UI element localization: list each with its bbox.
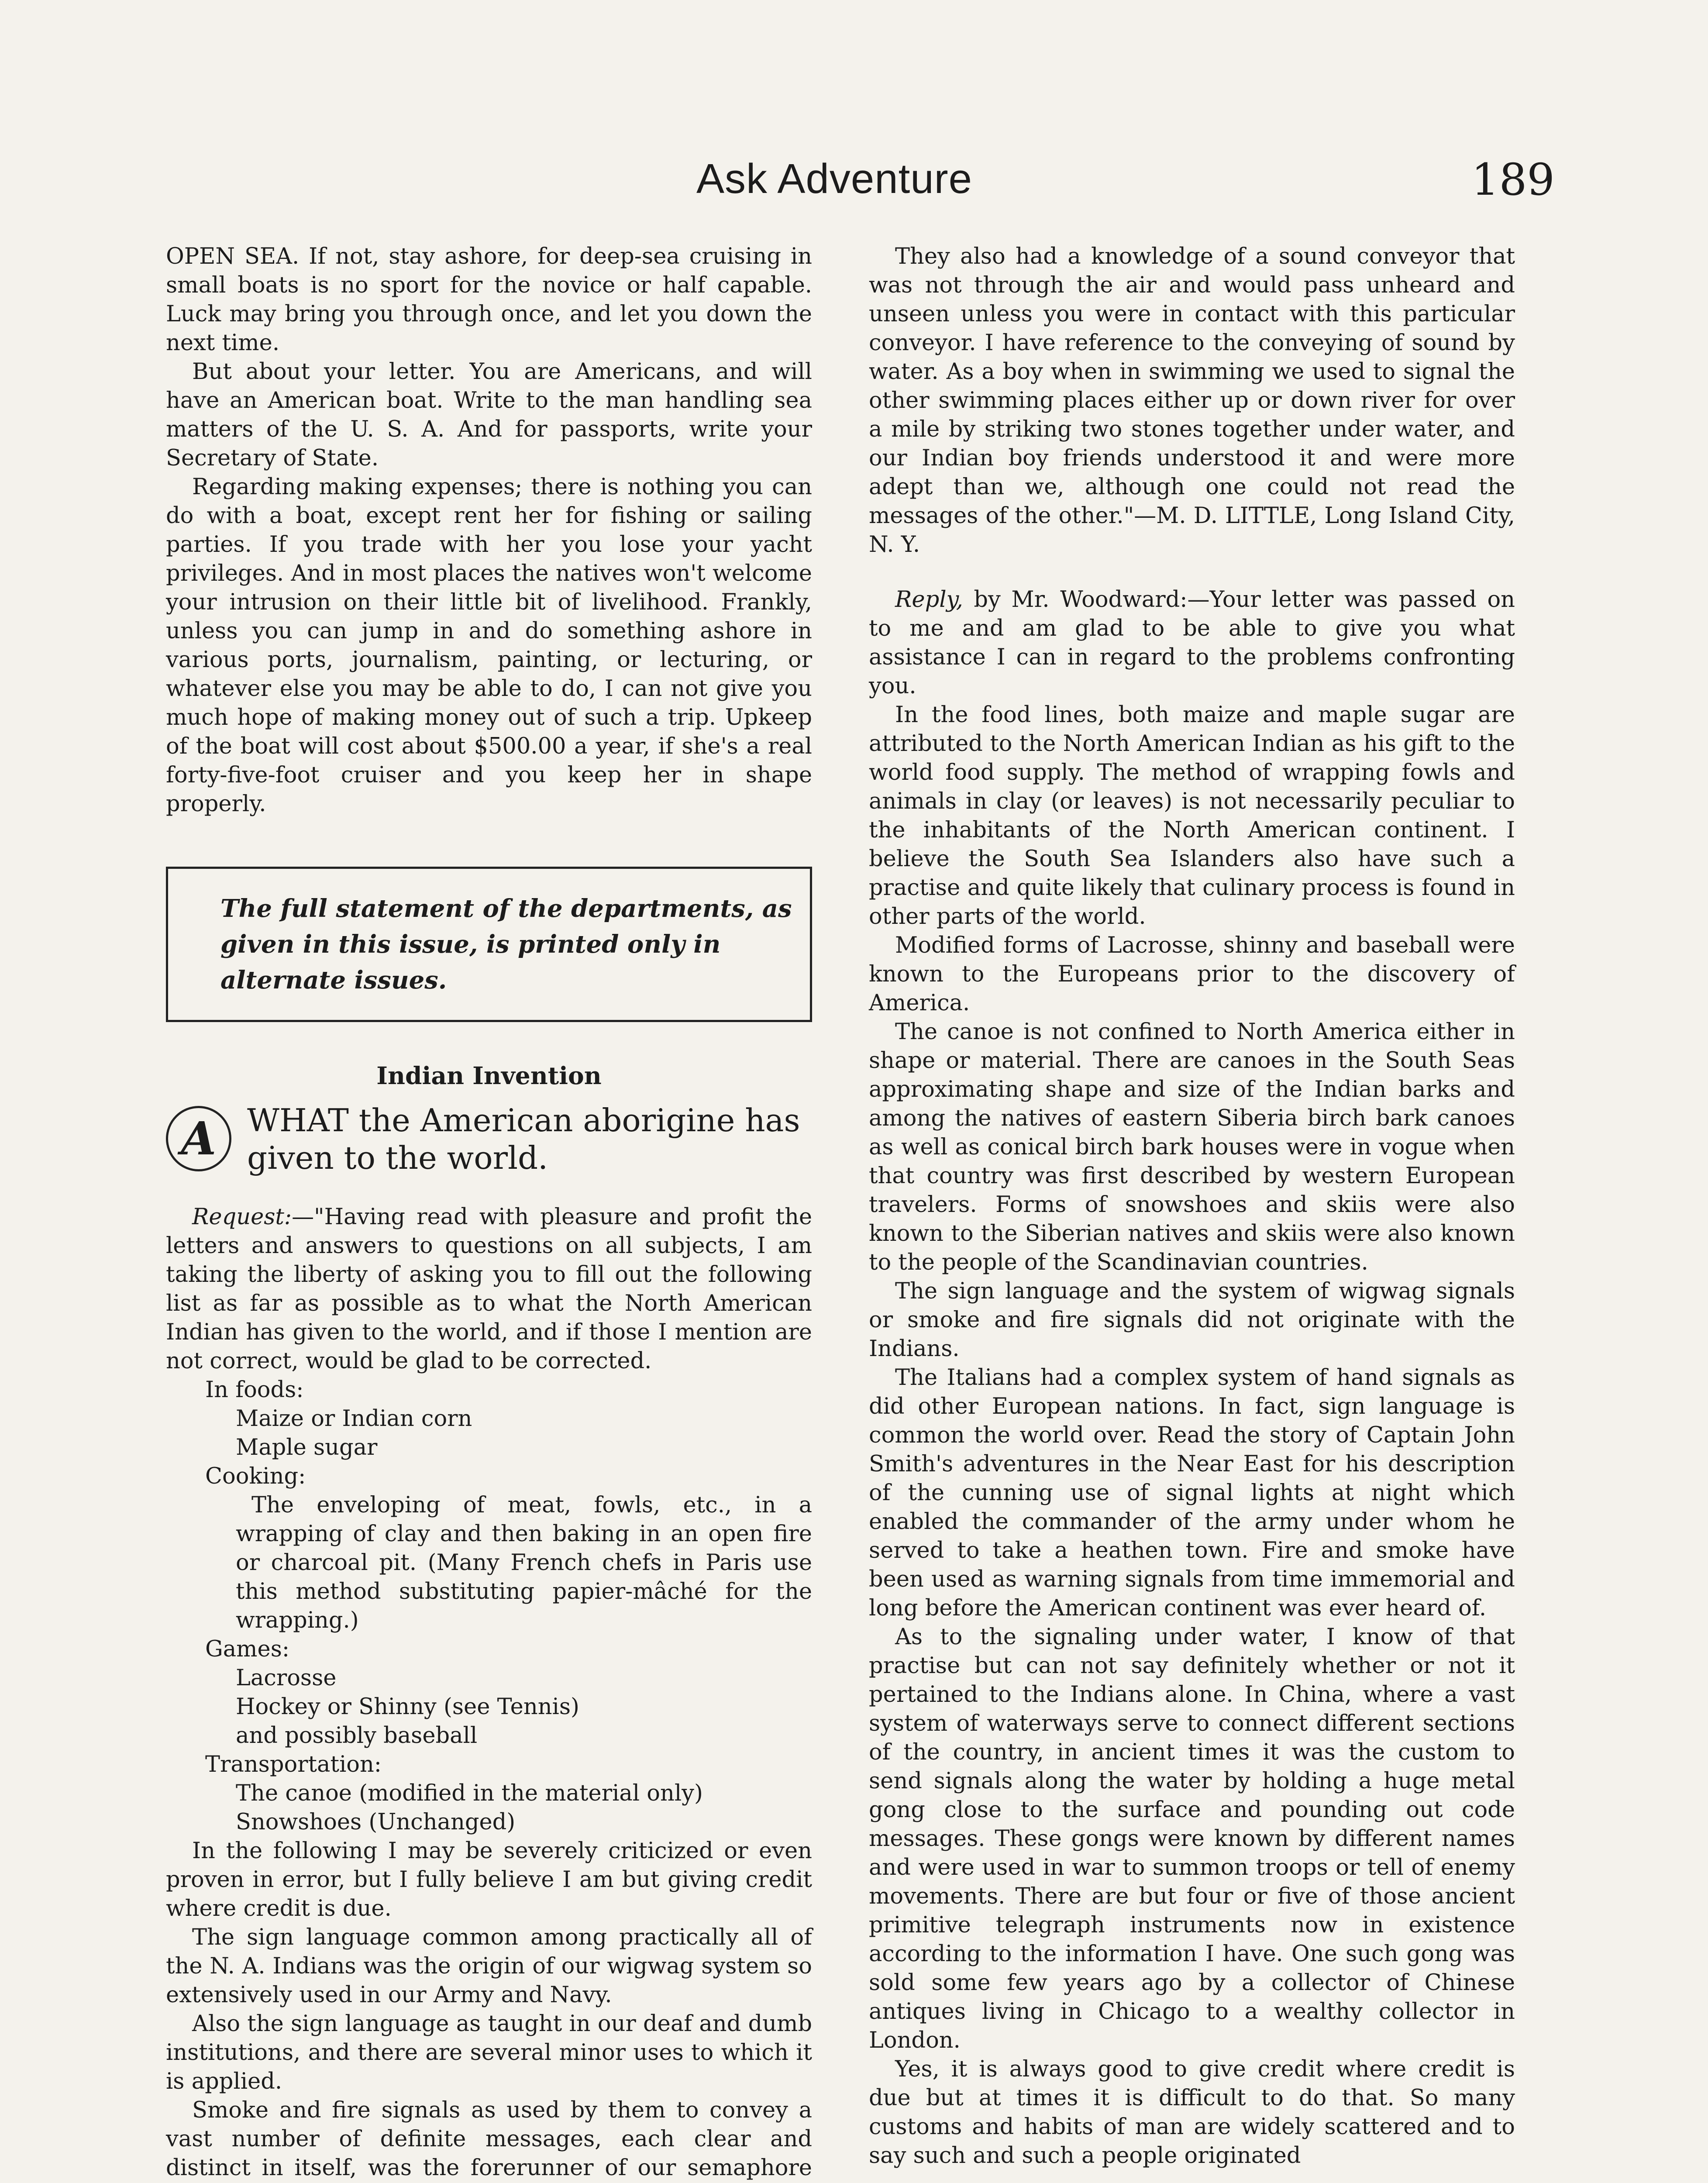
body-paragraph: They also had a knowledge of a sound conveyor that was not through the air and would pass unheard and unseen unless you were in contact with this particular conveyor. I have reference to the conveying of sound by water. As a boy when in swimming we used to signal the other swimming places either up or down river for over a mile by striking two stones together under water, and our Indian boy friends understood it and were more adept than we, although one could not read the messages of the other."—M. D. LITTLE, Long Island City, N. Y. [869,244,1515,558]
body-paragraph: The Italians had a complex system of hand signals as did other European nations. In fact, sign language is common the world over. Read the story of Captain John Smith's adventures in the Near East for his description of the cunning use of signal lights at night which enabled the commander of the army under whom he served to take a heathen town. Fire and smoke have been used as warning signals from time immemorial and long before the American continent was ever heard of. [869,1365,1515,1621]
left-column [166,242,812,2183]
body-paragraph: The sign language common among practically all of the N. A. Indians was the origin of our wigwag system so extensively used in our Army and Navy. [166,1925,812,2008]
body-paragraph: The sign language and the system of wigwag signals or smoke and fire signals did not originate with the Indians. [869,1278,1515,1362]
body-paragraph: As to the signaling under water, I know of that practise but can not say definitely whether or not it pertained to the Indians alone. In China, where a vast system of waterways serve to connect different sections of the country, in ancient times it was the custom to send signals along the water by holding a huge metal gong close to the surface and pounding out code messages. These gongs were known by different names and were used in war to summon troops or tell of enemy movements. There are but four or five of those ancient primitive telegraph instruments now in existence according to the information I have. One such gong was sold some few years ago by a collector of Chinese antiques living in Chicago to a wealthy collector in London. [869,1624,1515,2053]
body-paragraph: Modified forms of Lacrosse, shinny and baseball were known to the Europeans prior to the discovery of America. [869,933,1515,1016]
lead-text: WHAT the American aborigine has given to the world. [247,1102,800,1176]
right-column [869,242,1515,2170]
list-item: Snowshoes (Unchanged) [236,1809,516,1835]
section-title: Indian Invention [376,1061,602,1090]
body-paragraph: In the following I may be severely criticized or even proven in error, but I fully believe I am but giving credit where credit is due. [166,1838,812,1921]
list-item: Maple sugar [236,1435,378,1460]
page-number: 189 [1471,154,1555,205]
body-paragraph: Smoke and fire signals as used by them to convey a vast number of definite messages, each clear and distinct in itself, was the forerunner of our semaphore [166,2097,812,2181]
request-paragraph [166,1203,812,1376]
body-paragraph: Also the sign language as taught in our deaf and dumb institutions, and there are several minor uses to which it is applied. [166,2011,812,2094]
request-text: —"Having read with pleasure and profit the letters and answers to questions on all subjects, I am taking the liberty of asking you to fill out the following list as far as possible as to what the North American Indian has given to the world, and if those I mention are not correct, would be glad to be corrected. [166,1204,812,1374]
list-item: The canoe (modified in the material only) [236,1780,703,1806]
ornamental-initial: A [166,1106,231,1171]
body-paragraph: Regarding making expenses; there is nothing you can do with a boat, except rent her for fishing or sailing parties. If you trade with her you lose your yacht privileges. And in most places the natives won't welcome your intrusion on their little bit of livelihood. Frankly, unless you can jump in and do something ashore in various ports, journalism, painting, or lecturing, or whatever else you may be able to do, I can not give you much hope of making money out of such a trip. Upkeep of the boat will cost about $500.00 a year, if she's a real forty-five-foot cruiser and you keep her in shape properly. [166,474,812,817]
list-item: Hockey or Shinny (see Tennis) [236,1694,579,1720]
body-paragraph: In the food lines, both maize and maple sugar are attributed to the North American Indian as his gift to the world food supply. The method of wrapping fowls and animals in clay (or leaves) is not necessarily peculiar to the inhabitants of the North American continent. I believe the South Sea Islanders also have such a practise and quite likely that culinary process is found in other parts of the world. [869,702,1515,930]
notice-box: The full statement of the departments, as given in this issue, is printed only in alternate issues. [166,867,812,1022]
body-paragraph: The canoe is not confined to North America either in shape or material. There are canoes in the South Seas approximating shape and size of the Indian barks and among the natives of eastern Siberia birch bark canoes as well as conical birch bark houses were in vogue when that country was first described by western European travelers. Forms of snowshoes and skiis were also known to the Siberian natives and skiis were also known to the people of the Scandinavian countries. [869,1019,1515,1275]
list-item: and possibly baseball [236,1723,478,1749]
request-label: Request: [192,1204,292,1230]
body-paragraph: OPEN SEA. If not, stay ashore, for deep-sea cruising in small boats is no sport for the novice or half capable. Luck may bring you through once, and let you down the next time. [166,244,812,356]
list-category: In foods: [205,1377,304,1403]
reply-paragraph [869,585,1515,701]
reply-intro: by Mr. Woodward:—Your letter was passed on to me and am glad to be able to give you what assistance I can in regard to the problems confronting you. [869,587,1515,699]
reply-label: Reply, [895,587,963,613]
list-category: Transportation: [205,1752,382,1777]
page-header [0,146,1708,216]
body-paragraph: Yes, it is always good to give credit where credit is due but at times it is difficult to do that. So many customs and habits of man are widely scattered and to say such and such a people originated [869,2056,1515,2169]
list-category: Games: [205,1636,290,1662]
invention-list [166,1376,812,1837]
list-item: The enveloping of meat, fowls, etc., in a wrapping of clay and then baking in an open fire or charcoal pit. (Many French chefs in Paris use this method substituting papier-mâché for the wrapping.) [236,1492,812,1633]
list-category: Cooking: [205,1463,306,1489]
body-paragraph: But about your letter. You are Americans, and will have an American boat. Write to the man handling sea matters of the U. S. A. And for passports, write your Secretary of State. [166,359,812,471]
lead-block [166,1102,812,1177]
list-item: Lacrosse [236,1665,337,1691]
list-item: Maize or Indian corn [236,1406,472,1432]
running-title: Ask Adventure [696,155,973,202]
